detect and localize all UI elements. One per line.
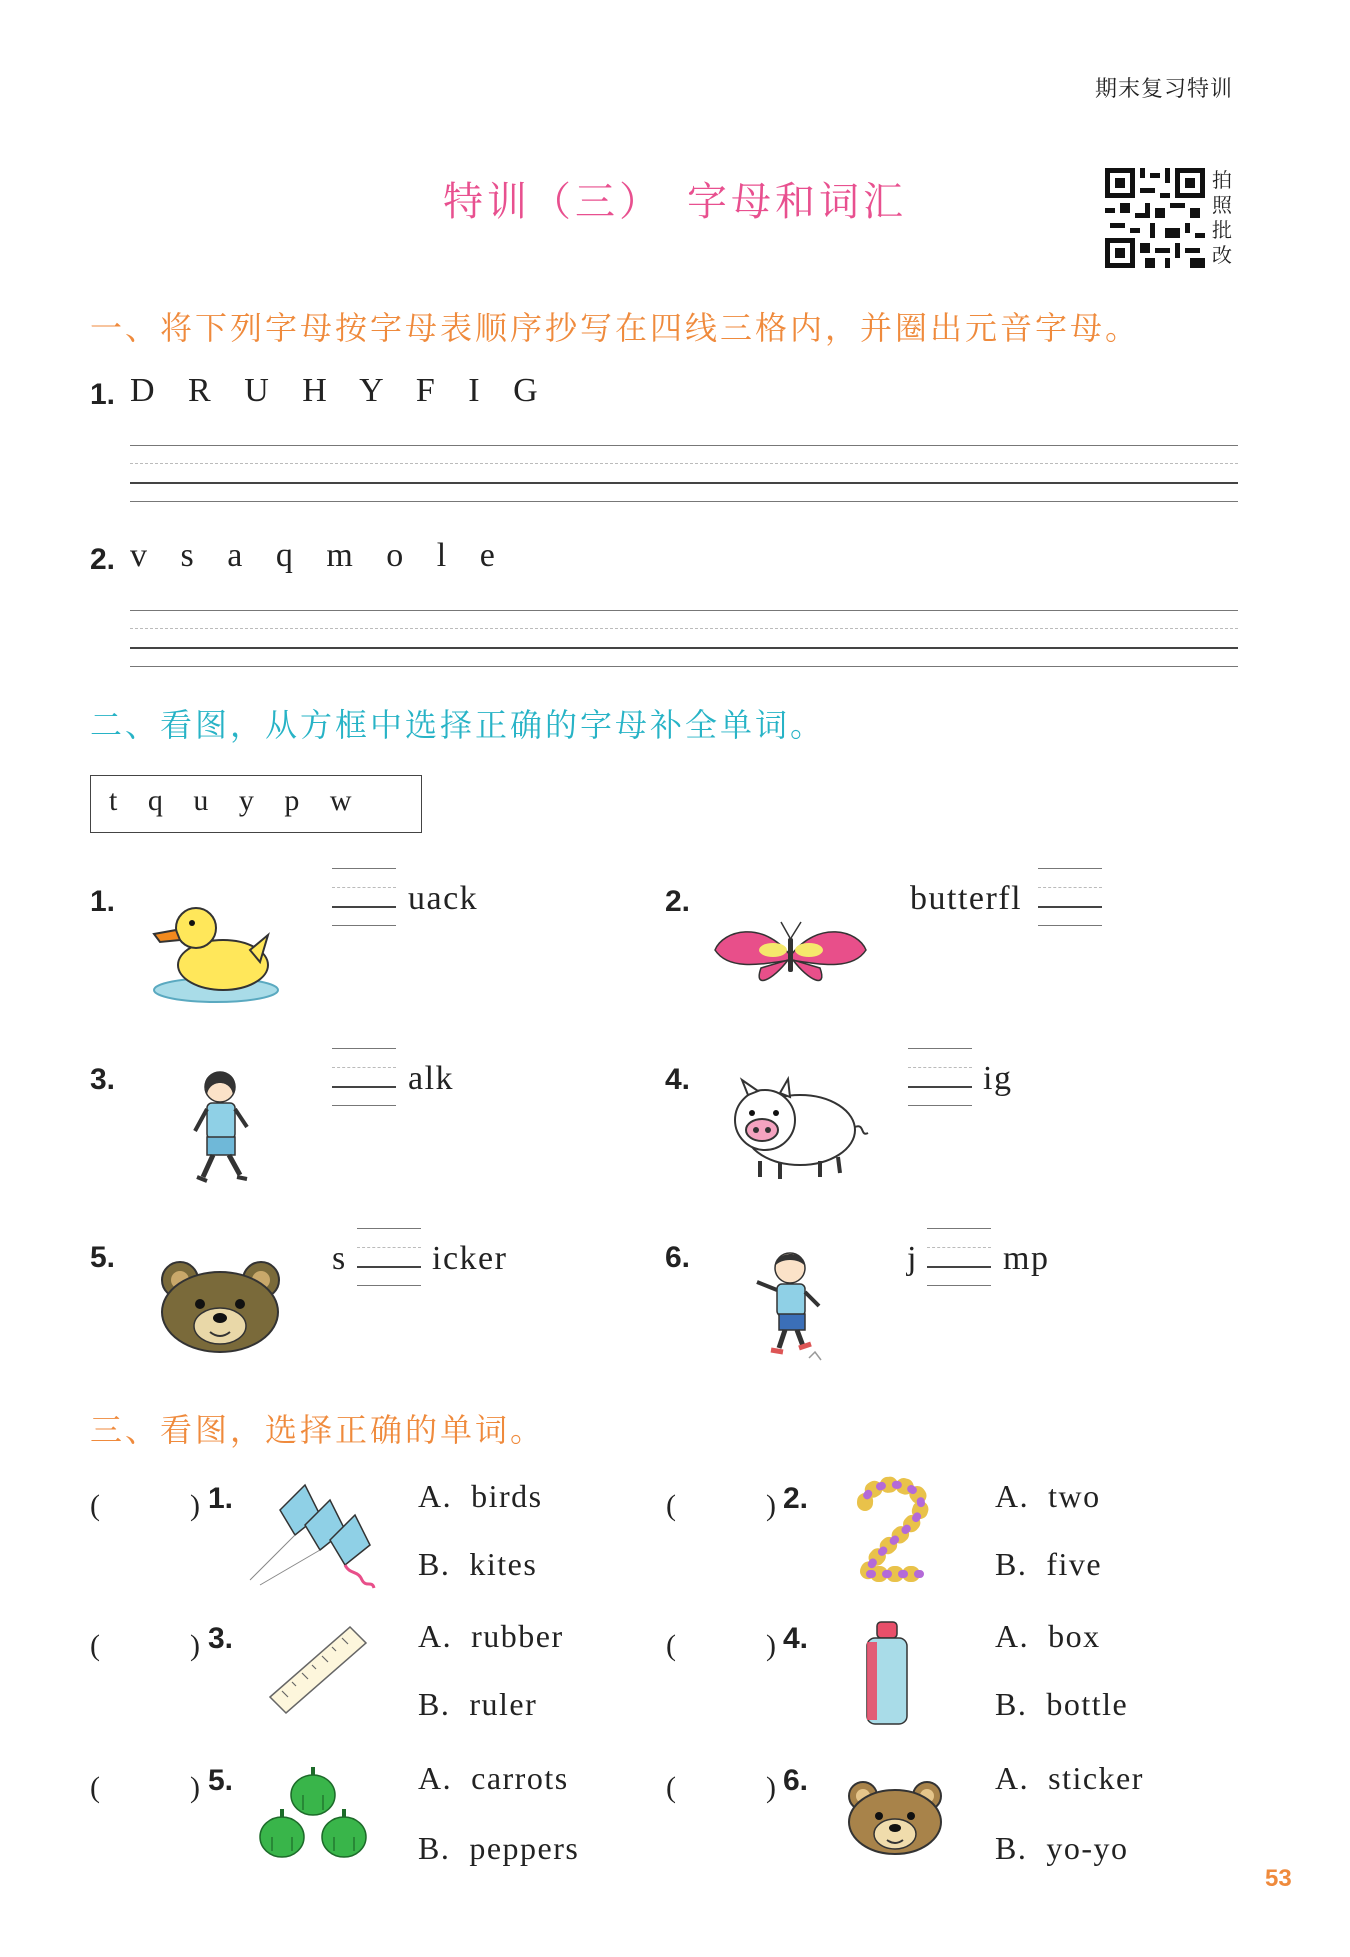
- section3-heading: 三、看图，选择正确的单词。: [90, 1411, 546, 1449]
- option-a[interactable]: A. two: [995, 1478, 1101, 1514]
- number-two-icon: [855, 1478, 935, 1588]
- s3-item-number: 1.: [208, 1482, 234, 1515]
- option-b[interactable]: B. bottle: [995, 1686, 1129, 1722]
- s3-item-number: 5.: [208, 1764, 234, 1797]
- answer-blank[interactable]: [357, 1228, 421, 1286]
- word-suffix: icker: [432, 1240, 508, 1277]
- butterfly-icon: [713, 910, 868, 1000]
- answer-blank[interactable]: [332, 868, 396, 926]
- word-suffix: ig: [983, 1060, 1013, 1097]
- option-b[interactable]: B. peppers: [418, 1830, 580, 1866]
- bear-sticker-icon: [845, 1780, 945, 1860]
- word-suffix: mp: [1003, 1240, 1050, 1277]
- s2-item-number: 2.: [665, 885, 691, 918]
- answer-blank[interactable]: [908, 1048, 972, 1106]
- word-suffix: alk: [408, 1060, 455, 1097]
- answer-blank[interactable]: [927, 1228, 991, 1286]
- option-b[interactable]: B. kites: [418, 1546, 538, 1582]
- walking-girl-icon: [185, 1065, 265, 1190]
- letter-choice-box: [90, 775, 422, 833]
- bottle-icon: [862, 1620, 912, 1730]
- answer-paren[interactable]: ( ): [90, 1771, 200, 1804]
- s2-item-number: 3.: [90, 1063, 116, 1096]
- peppers-icon: [258, 1765, 368, 1860]
- option-b[interactable]: B. five: [995, 1546, 1103, 1582]
- answer-paren[interactable]: ( ): [90, 1489, 200, 1522]
- header-tag: 期末复习特训: [1095, 77, 1234, 102]
- s3-item-number: 4.: [783, 1622, 809, 1655]
- answer-paren[interactable]: ( ): [90, 1629, 200, 1662]
- option-b[interactable]: B. yo-yo: [995, 1830, 1129, 1866]
- page-number: 53: [1265, 1865, 1292, 1892]
- word-prefix: butterfl: [910, 880, 1023, 917]
- answer-paren[interactable]: ( ): [666, 1629, 776, 1662]
- s1-item-letters: D R U H Y F I G: [130, 372, 540, 409]
- four-line-grid[interactable]: [130, 610, 1238, 666]
- duck-icon: [148, 890, 283, 1010]
- ruler-icon: [268, 1625, 368, 1715]
- s2-item-number: 1.: [90, 885, 116, 918]
- option-a[interactable]: A. sticker: [995, 1760, 1144, 1796]
- answer-blank[interactable]: [332, 1048, 396, 1106]
- option-a[interactable]: A. rubber: [418, 1618, 564, 1654]
- s1-item-letters: v s a q m o l e: [130, 537, 497, 574]
- answer-paren[interactable]: ( ): [666, 1489, 776, 1522]
- s3-item-number: 2.: [783, 1482, 809, 1515]
- jumping-boy-icon: [745, 1248, 840, 1368]
- box-letters: t q u y p w: [109, 784, 354, 817]
- s1-item-number: 2.: [90, 543, 116, 576]
- kites-icon: [250, 1480, 380, 1590]
- bear-sticker-icon: [158, 1260, 283, 1355]
- qr-label: 拍照批改: [1212, 168, 1232, 267]
- four-line-grid[interactable]: [130, 445, 1238, 501]
- pig-icon: [720, 1075, 860, 1185]
- word-prefix: j: [907, 1240, 918, 1277]
- s3-item-number: 3.: [208, 1622, 234, 1655]
- section2-heading: 二、看图，从方框中选择正确的字母补全单词。: [90, 706, 826, 744]
- s3-item-number: 6.: [783, 1764, 809, 1797]
- qr-code-icon[interactable]: [1105, 168, 1205, 268]
- option-a[interactable]: A. carrots: [418, 1760, 569, 1796]
- s2-item-number: 4.: [665, 1063, 691, 1096]
- page-title: 特训（三） 字母和词汇: [443, 179, 907, 225]
- option-a[interactable]: A. birds: [418, 1478, 543, 1514]
- answer-blank[interactable]: [1038, 868, 1102, 926]
- s1-item-number: 1.: [90, 378, 116, 411]
- option-b[interactable]: B. ruler: [418, 1686, 538, 1722]
- option-a[interactable]: A. box: [995, 1618, 1101, 1654]
- word-prefix: s: [332, 1240, 347, 1277]
- section1-heading: 一、将下列字母按字母表顺序抄写在四线三格内，并圈出元音字母。: [90, 309, 1141, 347]
- s2-item-number: 6.: [665, 1241, 691, 1274]
- answer-paren[interactable]: ( ): [666, 1771, 776, 1804]
- word-suffix: uack: [408, 880, 479, 917]
- s2-item-number: 5.: [90, 1241, 116, 1274]
